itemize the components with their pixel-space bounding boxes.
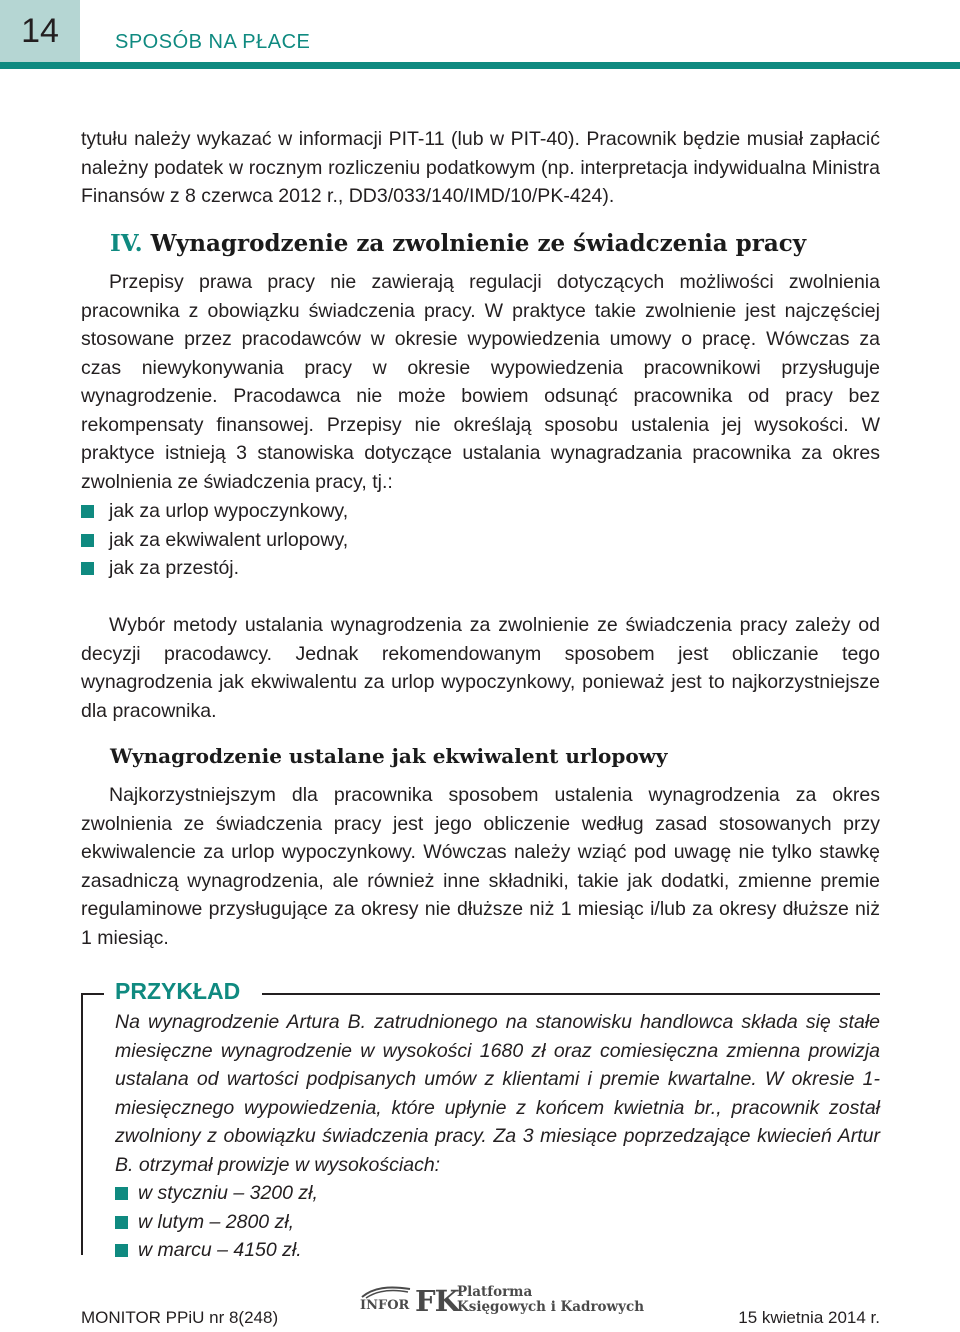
list-item [115, 1179, 318, 1208]
list-item [115, 1208, 318, 1237]
list-item-text: w styczniu – 3200 zł, [138, 1182, 318, 1204]
subsection-paragraph: Najkorzystniejszym dla pracownika sposobem ustalenia wynagrodzenia za okres zwolnienia ze świadczenia pracy jest jego obliczenie według zasad stosowanych przy ekwiwalencie za urlop wypoczynkowy. Wówczas należy wziąć pod uwagę nie tylko stawkę zasadniczą wynagrodzenia, ale również inne składniki, takie jak dodatki, zmienne premie regulaminowe przysługujące za okresy nie dłuższe niż 1 miesiąc i/lub za okresy dłuższe niż 1 miesiąc. [81, 784, 880, 949]
section-heading [110, 230, 806, 257]
square-bullet-icon [81, 562, 94, 575]
section-number: IV. [110, 230, 143, 257]
square-bullet-icon [81, 505, 94, 518]
list-item-text: w lutym – 2800 zł, [138, 1210, 295, 1233]
commission-list [115, 1179, 318, 1265]
footer-date: 15 kwietnia 2014 r. [738, 1308, 880, 1327]
example-rule-left [81, 993, 104, 995]
intro-paragraph: tytułu należy wykazać w informacji PIT-11 (lub w PIT-40). Pracownik będzie musiał zapłacić należny podatek w rocznym rozliczeniu podatkowym (np. interpretacja indywidualna Ministra Finansów z 8 czerwca 2012 r., DD3/033/140/IMD/10/PK-424). [81, 128, 880, 207]
list-item [81, 497, 348, 526]
logo-line2: Księgowych i Kadrowych [457, 1299, 645, 1315]
list-item-text: jak za ekwiwalent urlopowy, [109, 528, 349, 551]
subsection-heading: Wynagrodzenie ustalane jak ekwiwalent urlopowy [110, 744, 668, 768]
list-item-text: jak za przestój. [109, 557, 240, 579]
footer-publication: MONITOR PPiU nr 8(248) [81, 1308, 279, 1327]
logo-fk-text: FK [415, 1284, 459, 1318]
square-bullet-icon [115, 1216, 128, 1229]
example-label: PRZYKŁAD [115, 978, 241, 1004]
choice-paragraph: Wybór metody ustalania wynagrodzenia za zwolnienie ze świadczenia pracy zależy od decyzji pracodawcy. Jednak rekomendowanym sposobem jest obliczanie tego wynagrodzenia jak ekwiwalentu za urlop wypoczynkowy, ponieważ jest to najkorzystniejsze dla pracownika. [81, 614, 880, 722]
list-item-text: jak za urlop wypoczynkowy, [109, 500, 349, 522]
list-item [81, 526, 348, 555]
square-bullet-icon [81, 534, 94, 547]
page-header [0, 0, 960, 70]
header-rule [0, 62, 960, 69]
logo-line1: Platforma [457, 1284, 533, 1300]
list-item-text: w marcu – 4150 zł. [138, 1239, 302, 1261]
section-body-paragraph: Przepisy prawa pracy nie zawierają regulacji dotyczących możliwości zwolnienia pracownika z obowiązku świadczenia pracy. W praktyce takie zwolnienie jest najczęściej stosowane przez pracodawców w okresie wypowiedzenia umowy o pracę. Wówczas za czas niewykonywania pracy w okresie wypowiedzenia pracownikowi przysługuje wynagrodzenie. Pracodawca nie może bowiem odsunąć pracownika od pracy bez rekompensaty finansowej. Przepisy nie określają sposobu ustalenia jej wysokości. W praktyce istnieją 3 stanowiska dotyczące ustalania wynagradzania pracownika za okres zwolnienia ze świadczenia pracy, tj.: [81, 271, 880, 493]
publisher-logo [360, 1284, 645, 1320]
square-bullet-icon [115, 1244, 128, 1257]
section-title: Wynagrodzenie za zwolnienie ze świadczenia pracy [150, 230, 807, 257]
list-item [115, 1236, 318, 1265]
example-rule-right [262, 993, 880, 995]
example-rule-vertical [81, 993, 83, 1255]
square-bullet-icon [115, 1187, 128, 1200]
logo-infor-text: INFOR [360, 1298, 410, 1313]
swoosh-icon [360, 1285, 412, 1299]
page-number: 14 [0, 0, 80, 62]
example-text: Na wynagrodzenie Artura B. zatrudnionego na stanowisku handlowca składa się stałe miesięczne wynagrodzenie w wysokości 1680 zł oraz comiesięczna zmienna prowizja ustalana od wartości podpisanych umów z klientami i premie kwartalne. W okresie 1-miesięcznego wypowiedzenia, które upłynie z końcem kwietnia br., pracownik został zwolniony z obowiązku świadczenia pracy. Za 3 miesiące poprzedzające kwiecień Artur B. otrzymał prowizje w wysokościach: [115, 1011, 880, 1176]
list-item [81, 554, 348, 583]
running-section-title: SPOSÓB NA PŁACE [115, 31, 311, 53]
method-list [81, 497, 348, 583]
